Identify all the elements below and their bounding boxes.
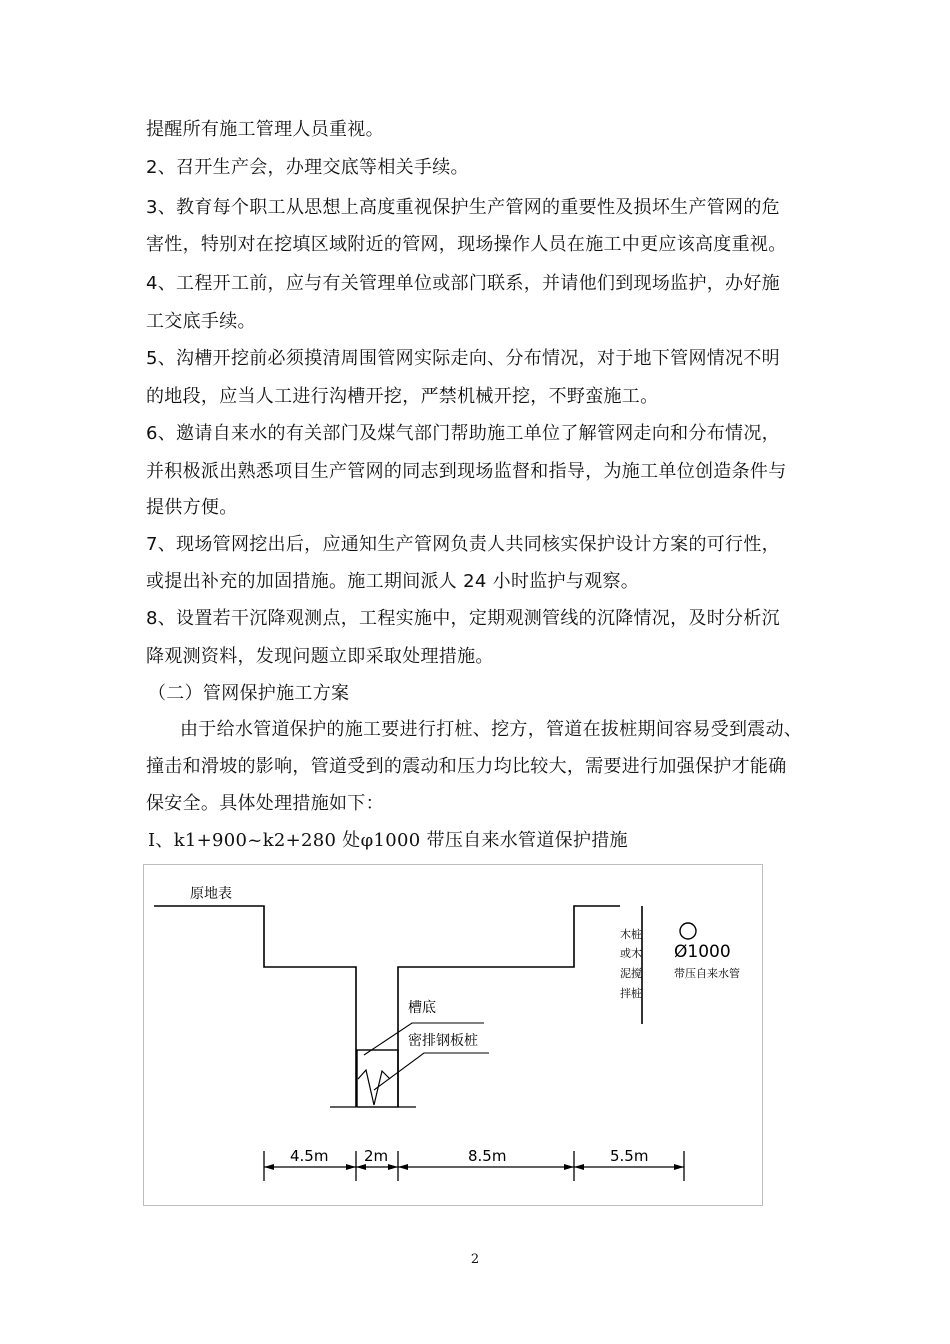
section-heading: （二）管网保护施工方案	[148, 683, 350, 704]
pipe-diameter-label: Ø1000	[674, 942, 731, 962]
paragraph-line: 由于给水管道保护的施工要进行打桩、挖方，管道在拔桩期间容易受到震动、	[180, 719, 803, 740]
measure-heading: Ⅰ、k1+900~k2+280 处φ1000 带压自来水管道保护措施	[148, 830, 628, 851]
text-line: 8、设置若干沉降观测点，工程实施中，定期观测管线的沉降情况，及时分析沉	[146, 608, 780, 629]
page-number: 2	[470, 1252, 480, 1267]
text-line: 6、邀请自来水的有关部门及煤气部门帮助施工单位了解管网走向和分布情况，	[146, 423, 780, 444]
break-symbol	[358, 1070, 390, 1105]
trench-drawing	[144, 865, 764, 1207]
text-line: 的地段，应当人工进行沟槽开挖，严禁机械开挖，不野蛮施工。	[146, 386, 659, 407]
dimension-label: 5.5m	[610, 1147, 649, 1165]
text-line: 工交底手续。	[146, 311, 256, 332]
pile-label-line: 泥搅	[620, 967, 642, 980]
trench-bottom-label: 槽底	[408, 1000, 436, 1016]
text-line: 5、沟槽开挖前必须摸清周围管网实际走向、分布情况，对于地下管网情况不明	[146, 348, 780, 369]
leader-sheet-pile	[374, 1053, 489, 1090]
trench-cross-section-figure	[143, 864, 763, 1206]
text-line: 或提出补充的加固措施。施工期间派人 24 小时监护与观察。	[146, 571, 640, 592]
pile-label-line: 拌桩	[620, 987, 642, 1000]
dimension-label: 2m	[364, 1147, 389, 1165]
text-line: 2、召开生产会，办理交底等相关手续。	[146, 157, 469, 178]
text-line: 降观测资料，发现问题立即采取处理措施。	[146, 646, 494, 667]
text-line: 3、教育每个职工从思想上高度重视保护生产管网的重要性及损坏生产管网的危	[146, 197, 780, 218]
sheet-pile-box	[357, 1050, 398, 1107]
text-line: 7、现场管网挖出后，应通知生产管网负责人共同核实保护设计方案的可行性，	[146, 534, 780, 555]
text-line: 提醒所有施工管理人员重视。	[146, 119, 384, 140]
pile-label-line: 木桩	[620, 928, 642, 941]
dimension-label: 8.5m	[468, 1147, 507, 1165]
text-line: 害性，特别对在挖填区域附近的管网，现场操作人员在施工中更应该高度重视。	[146, 234, 787, 255]
pipe-circle	[680, 923, 696, 939]
ground-surface-left	[154, 906, 356, 1107]
text-line: 提供方便。	[146, 497, 238, 518]
text-line: 4、工程开工前，应与有关管理单位或部门联系，并请他们到现场监护，办好施	[146, 273, 780, 294]
dimension-label: 4.5m	[290, 1147, 329, 1165]
ground-label: 原地表	[190, 886, 232, 902]
text-line: 并积极派出熟悉项目生产管网的同志到现场监督和指导，为施工单位创造条件与	[146, 461, 787, 482]
sheet-pile-label: 密排钢板桩	[408, 1033, 478, 1049]
pile-label-line: 或木	[620, 947, 642, 960]
paragraph-line: 保安全。具体处理措施如下：	[146, 793, 384, 814]
pipe-label: 带压自来水管	[674, 967, 740, 980]
paragraph-line: 撞击和滑坡的影响，管道受到的震动和压力均比较大，需要进行加强保护才能确	[146, 756, 787, 777]
